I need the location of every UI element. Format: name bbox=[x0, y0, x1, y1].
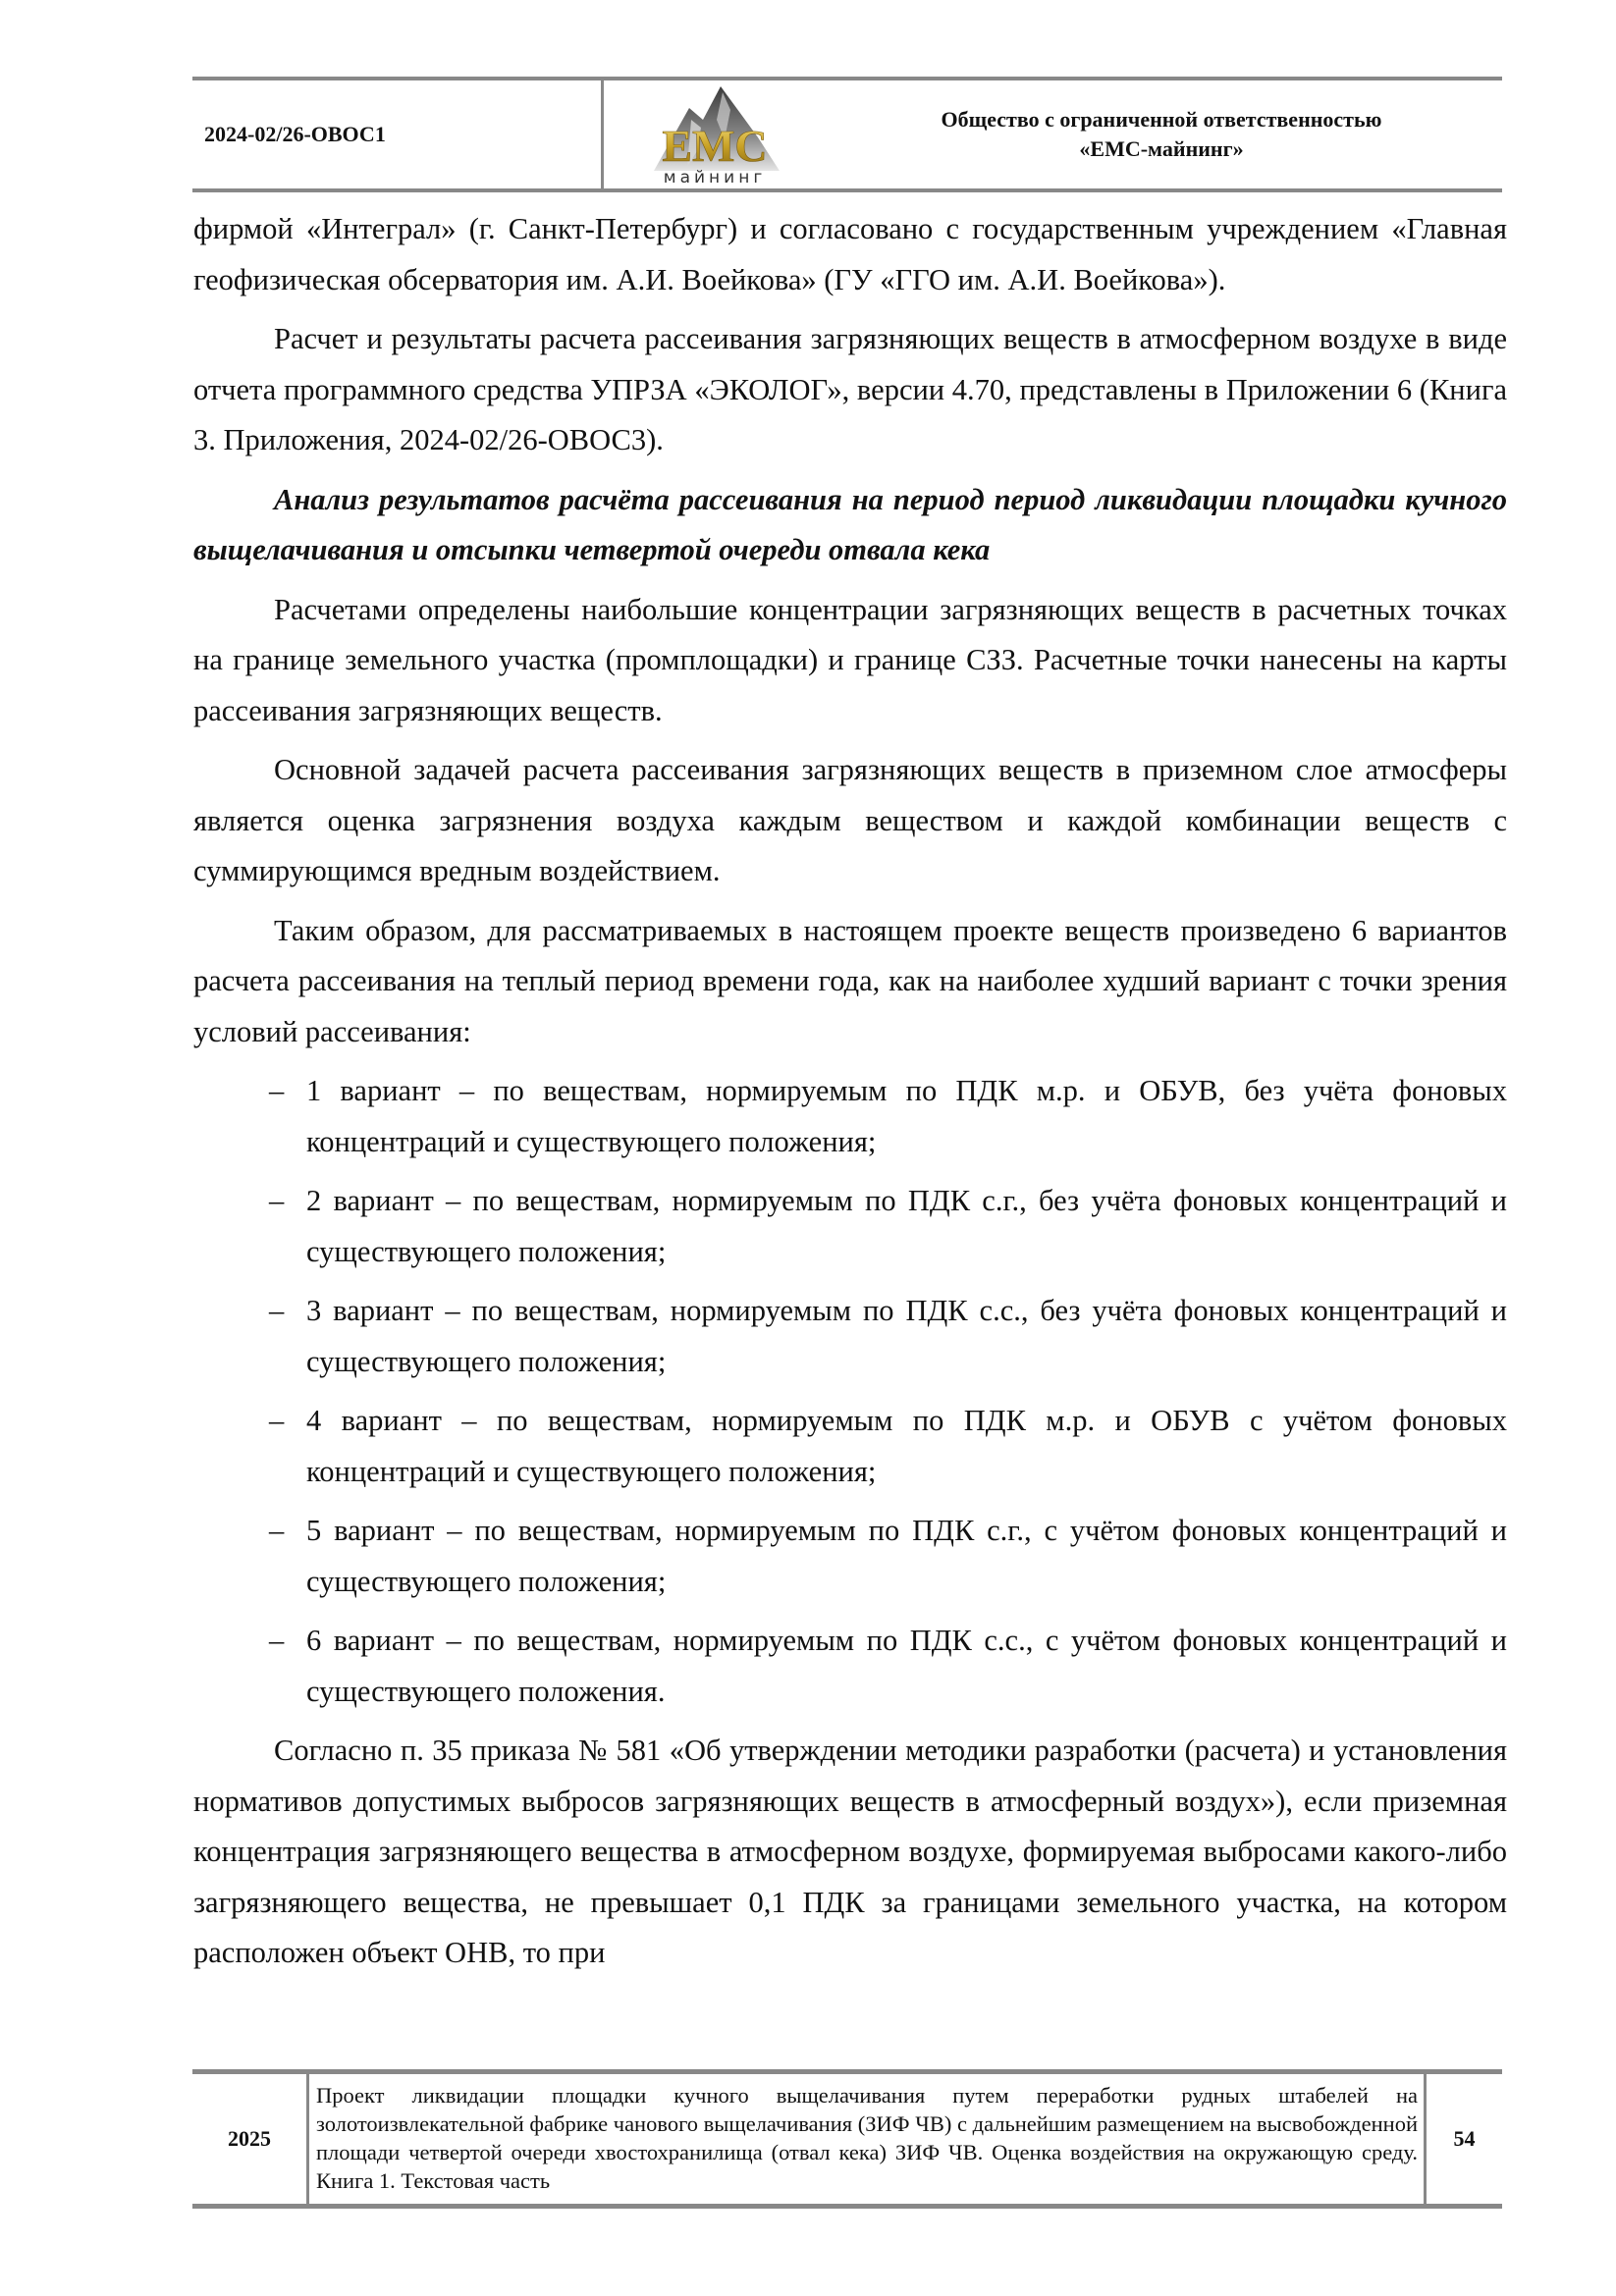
variants-list bbox=[193, 1066, 1507, 1717]
dash-bullet-icon: – bbox=[269, 1624, 285, 1657]
page-number: 54 bbox=[1453, 2126, 1476, 2151]
page-header bbox=[192, 77, 1502, 192]
paragraph-main-task: Основной задачей расчета рассеивания загрязняющих веществ в приземном слое атмосферы является оценка загрязнения воздуха каждым веществом и каждой комбинации веществ с суммирующимся вредным воздействием. bbox=[193, 753, 1507, 887]
svg-text:EMC: EMC bbox=[662, 121, 768, 171]
list-item: – 5 вариант – по веществам, нормируемым по ПДК с.г., с учётом фоновых концентраций и существующего положения; bbox=[193, 1506, 1507, 1607]
dash-bullet-icon: – bbox=[269, 1074, 285, 1107]
page-content bbox=[193, 204, 1507, 1979]
list-item: – 2 вариант – по веществам, нормируемым по ПДК с.г., без учёта фоновых концентраций и существующего положения; bbox=[193, 1176, 1507, 1277]
paragraph-max-concentrations: Расчетами определены наибольшие концентрации загрязняющих веществ в расчетных точках на границе земельного участка (промплощадки) и границе СЗЗ. Расчетные точки нанесены на карты рассеивания загрязняющих веществ. bbox=[193, 592, 1507, 727]
paragraph-continuation: фирмой «Интеграл» (г. Санкт-Петербург) и согласовано с государственным учреждением «Главная геофизическая обсерватория им. А.И. Воейкова» (ГУ «ГГО им. А.И. Воейкова»). bbox=[193, 212, 1507, 296]
list-item: – 3 вариант – по веществам, нормируемым по ПДК с.с., без учёта фоновых концентраций и существующего положения; bbox=[193, 1286, 1507, 1387]
footer-year: 2025 bbox=[228, 2126, 271, 2151]
paragraph-variants-intro: Таким образом, для рассматриваемых в настоящем проекте веществ произведено 6 вариантов расчета рассеивания на теплый период времени года, как на наиболее худший вариант с точки зрения условий рассеивания: bbox=[193, 913, 1507, 1048]
document-code: 2024-02/26-ОВОС1 bbox=[204, 122, 386, 146]
header-divider bbox=[601, 80, 604, 188]
company-name-line1: Общество с ограниченной ответственностью bbox=[941, 107, 1382, 132]
page-footer bbox=[192, 2069, 1502, 2209]
list-item: – 1 вариант – по веществам, нормируемым по ПДК м.р. и ОБУВ, без учёта фоновых концентраций и существующего положения; bbox=[193, 1066, 1507, 1167]
company-name bbox=[821, 80, 1502, 188]
svg-text:майнинг: майнинг bbox=[663, 168, 767, 187]
dash-bullet-icon: – bbox=[269, 1404, 285, 1437]
section-heading: Анализ результатов расчёта рассеивания на период период ликвидации площадки кучного выщелачивания и отсыпки четвертой очереди отвала кека bbox=[193, 482, 1507, 566]
paragraph-order-581: Согласно п. 35 приказа № 581 «Об утверждении методики разработки (расчета) и установления нормативов допустимых выбросов загрязняющих веществ в атмосферный воздух»), если приземная концентрация загрязняющего вещества в атмосферном воздухе, формируемая выбросами какого-либо загрязняющего вещества, не превышает 0,1 ПДК за границами земельного участка, на котором расположен объект ОНВ, то при bbox=[193, 1734, 1507, 1969]
company-logo bbox=[632, 80, 799, 188]
dash-bullet-icon: – bbox=[269, 1184, 285, 1217]
dash-bullet-icon: – bbox=[269, 1294, 285, 1327]
paragraph-calculation-results: Расчет и результаты расчета рассеивания загрязняющих веществ в атмосферном воздухе в виде отчета программного средства УПРЗА «ЭКОЛОГ», версии 4.70, представлены в Приложении 6 (Книга 3. Приложения, 2024-02/26-ОВОС3). bbox=[193, 322, 1507, 456]
dash-bullet-icon: – bbox=[269, 1514, 285, 1547]
list-item: – 4 вариант – по веществам, нормируемым по ПДК м.р. и ОБУВ с учётом фоновых концентраций и существующего положения; bbox=[193, 1396, 1507, 1497]
company-name-line2: «ЕМС-майнинг» bbox=[1079, 136, 1244, 161]
mountain-logo-icon bbox=[632, 80, 799, 188]
list-item: – 6 вариант – по веществам, нормируемым по ПДК с.с., с учётом фоновых концентраций и существующего положения. bbox=[193, 1616, 1507, 1717]
footer-project-description: Проект ликвидации площадки кучного выщелачивания путем переработки рудных штабелей на золотоизвлекательной фабрике чанового выщелачивания (ЗИФ ЧВ) с дальнейшим размещением на высвобожденной площади четвертой очереди хвостохранилища (отвал кека) ЗИФ ЧВ. Оценка воздействия на окружающую среду. Книга 1. Текстовая часть bbox=[316, 2083, 1418, 2193]
footer-divider-left bbox=[306, 2074, 309, 2204]
